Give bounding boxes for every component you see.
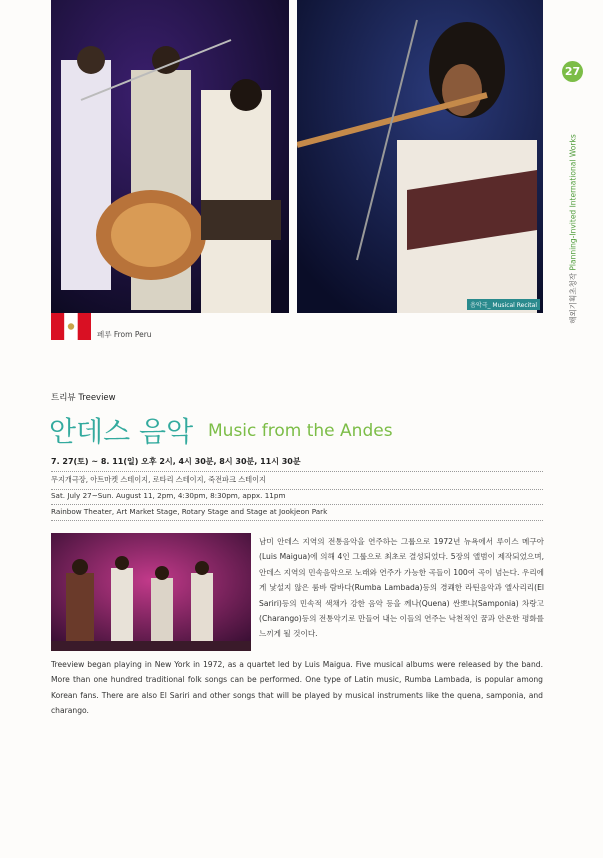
venues-korean: 무지개극장, 아트마켓 스테이지, 로타리 스테이지, 죽전파크 스테이지 <box>51 475 543 490</box>
side-label-en: Planning-Invited International Works <box>568 134 578 271</box>
description-english: Treeview began playing in New York in 1972, as a quartet led by Luis Maigua. Five musical albums were released by the band. More than one hundred traditional folk songs can be performed. One type of Latin music, Rumba Lambada, is popular among Korean fans. There are also El Sariri and other songs that will be played by musical instruments like the quena, samponia, and charango. <box>51 660 543 716</box>
description-korean: 남미 안데스 지역의 전통음악을 연주하는 그룹으로 1972년 뉴욕에서 루이스 메구아 (Luis Maigua)에 의해 4인 그룹으로 최초로 결성되었다. 5장의 앨범이 제작되었으며, 안데스 지역의 민속음악으로 노래와 연주가 가능한 곡들이 100여 곡이 넘는다. 우리에게 낯설지 않은 룸바 람바다(Rumba Lambada)등의 경쾌한 라틴음악과 엘사리리(El Sariri)등의 민속적 색채가 강한 음악 등을 께나(Quena) 싼뽀냐(Samponia) 차랑고(Charango)등의 전통악기로 만들어 내는 이들의 연주는 낙천적인 꿈과 안온한 평화를 느끼게 될 것이다. <box>259 537 544 639</box>
performance-date: 7. 27(토) ~ 8. 11(일) 오후 2시, 4시 30분, 8시 30분, 11시 30분 <box>51 456 543 472</box>
section-side-label <box>568 134 579 329</box>
venues-english: Rainbow Theater, Art Market Stage, Rotary Stage and Stage at Jookjeon Park <box>51 507 543 521</box>
peru-flag-icon <box>51 313 91 340</box>
side-label-ko: 해외기획초청작 <box>568 273 578 324</box>
performance-time-english: Sat. July 27~Sun. August 11, 2pm, 4:30pm, 8:30pm, appx. 11pm <box>51 491 543 505</box>
photo-caption: 음악극_ Musical Recital <box>467 299 540 310</box>
page-number: 27 <box>562 61 583 82</box>
concert-photo-right <box>297 0 543 313</box>
stage-photo <box>51 533 251 651</box>
title-korean: 안데스 음악 <box>49 415 194 448</box>
country-caption: 페루 From Peru <box>97 330 152 339</box>
title-english: Music from the Andes <box>208 421 393 441</box>
group-name: 트리뷰 Treeview <box>51 393 116 403</box>
concert-photo-left <box>51 0 289 313</box>
